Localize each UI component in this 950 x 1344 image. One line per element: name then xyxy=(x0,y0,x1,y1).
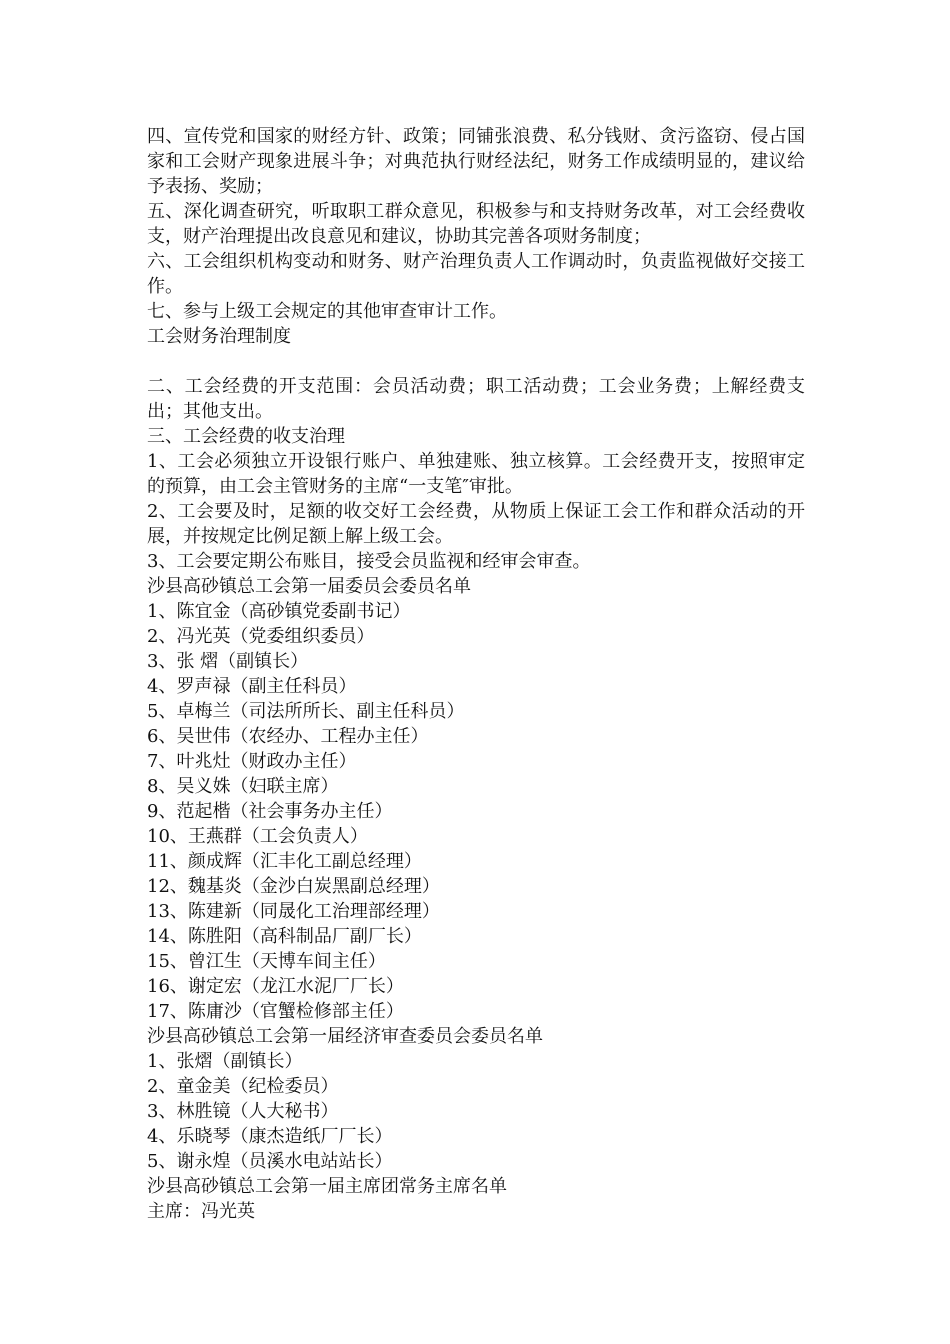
list-item: 6、吴世伟（农经办、工程办主任） xyxy=(147,726,429,747)
list-item: 14、陈胜阳（高科制品厂副厂长） xyxy=(147,926,422,947)
list-item: 3、林胜镜（人大秘书） xyxy=(147,1101,339,1122)
blank-line xyxy=(147,349,805,374)
list-item: 2、冯光英（党委组织委员） xyxy=(147,626,375,647)
list-item: 7、叶兆灶（财政办主任） xyxy=(147,751,357,772)
list-item: 9、范起楷（社会事务办主任） xyxy=(147,801,393,822)
list-item: 2、童金美（纪检委员） xyxy=(147,1076,339,1097)
paragraph-rule-3: 3、工会要定期公布账目，接受会员监视和经审会审查。 xyxy=(147,551,591,572)
list-item: 5、卓梅兰（司法所所长、副主任科员） xyxy=(147,701,465,722)
paragraph-heading-income-expense: 三、工会经费的收支治理 xyxy=(147,426,345,447)
list-item: 16、谢定宏（龙江水泥厂厂长） xyxy=(147,976,404,997)
list-item: 8、吴义姝（妇联主席） xyxy=(147,776,339,797)
list-item: 11、颜成辉（汇丰化工副总经理） xyxy=(147,851,422,872)
list-item: 17、陈庸沙（官蟹检修部主任） xyxy=(147,1001,404,1022)
list-item: 1、张熠（副镇长） xyxy=(147,1051,303,1072)
list-heading-presidium: 沙县高砂镇总工会第一届主席团常务主席名单 xyxy=(147,1176,507,1197)
list-item: 12、魏基炎（金沙白炭黑副总经理） xyxy=(147,876,440,897)
list-item: 13、陈建新（同晟化工治理部经理） xyxy=(147,901,440,922)
list-item: 3、张 熠（副镇长） xyxy=(147,651,309,672)
paragraph-item-4: 四、宣传党和国家的财经方针、政策；同铺张浪费、私分钱财、贪污盗窃、侵占国家和工会财产现象进展斗争；对典范执行财经法纪，财务工作成绩明显的，建议给予表扬、奖励； xyxy=(147,126,805,197)
list-item: 4、乐晓琴（康杰造纸厂厂长） xyxy=(147,1126,393,1147)
section-heading-finance-system: 工会财务治理制度 xyxy=(147,326,291,347)
document-body xyxy=(147,124,805,1224)
chairman-line: 主席：冯光英 xyxy=(147,1201,255,1222)
list-heading-committee: 沙县高砂镇总工会第一届委员会委员名单 xyxy=(147,576,471,597)
paragraph-item-5: 五、深化调查研究，听取职工群众意见，积极参与和支持财务改革，对工会经费收支，财产治理提出改良意见和建议，协助其完善各项财务制度； xyxy=(147,201,805,247)
list-item: 10、王燕群（工会负责人） xyxy=(147,826,368,847)
list-item: 5、谢永煌（员溪水电站站长） xyxy=(147,1151,393,1172)
paragraph-rule-2: 2、工会要及时，足额的收交好工会经费，从物质上保证工会工作和群众活动的开展，并按规定比例足额上解上级工会。 xyxy=(147,501,805,547)
list-item: 4、罗声禄（副主任科员） xyxy=(147,676,357,697)
list-heading-audit-committee: 沙县高砂镇总工会第一届经济审查委员会委员名单 xyxy=(147,1026,543,1047)
paragraph-expense-scope: 二、工会经费的开支范围：会员活动费；职工活动费；工会业务费；上解经费支出；其他支出。 xyxy=(147,376,805,422)
list-item: 15、曾江生（天博车间主任） xyxy=(147,951,386,972)
paragraph-item-6: 六、工会组织机构变动和财务、财产治理负责人工作调动时，负责监视做好交接工作。 xyxy=(147,251,805,297)
paragraph-rule-1: 1、工会必须独立开设银行账户、单独建账、独立核算。工会经费开支，按照审定的预算，由工会主管财务的主席“一支笔″审批。 xyxy=(147,451,805,497)
paragraph-item-7: 七、参与上级工会规定的其他审查审计工作。 xyxy=(147,301,507,322)
list-item: 1、陈宜金（高砂镇党委副书记） xyxy=(147,601,411,622)
